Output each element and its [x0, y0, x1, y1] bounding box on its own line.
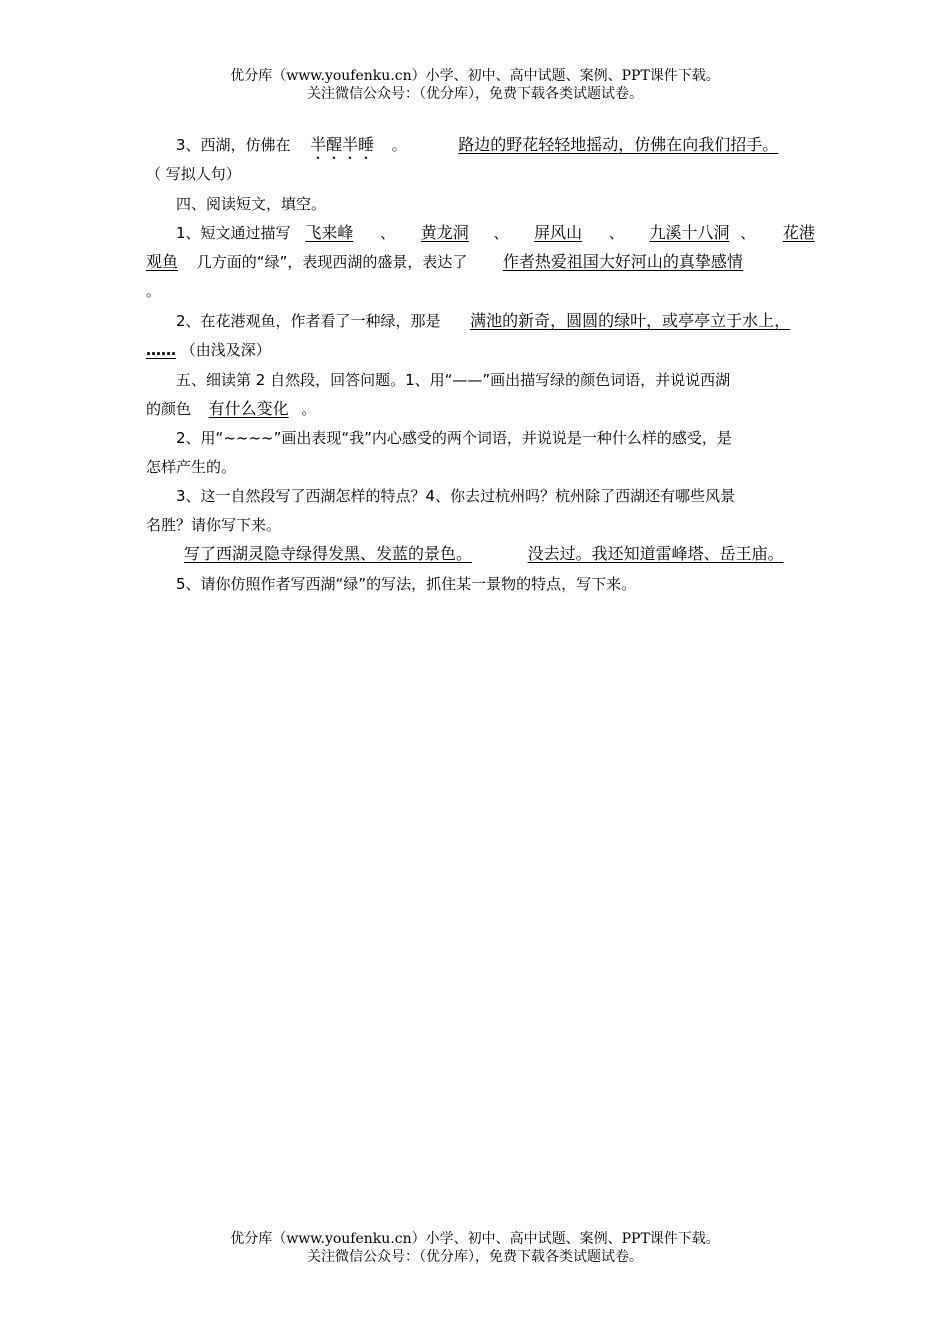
footer-line-1: 优分库（www.youfenku.cn）小学、初中、高中试题、案例、PPT课件下载。: [230, 1231, 720, 1247]
s4-q1-line2: [146, 252, 743, 272]
s4-q1-answer-5a: 花港: [782, 223, 815, 242]
s5-q2-line2: 怎样产生的。: [146, 458, 237, 476]
s5-q5: 5、请你仿照作者写西湖“绿”的写法，抓住某一景物的特点，写下来。: [176, 575, 637, 593]
q3-prefix: 3、西湖，仿佛在: [176, 136, 291, 154]
q3-line: [176, 135, 778, 163]
q3-note: （ 写拟人句）: [146, 165, 241, 183]
s4-q1-answer-6: 作者热爱祖国大好河山的真挚感情: [502, 252, 743, 271]
s4-q1-end: 。: [146, 282, 162, 300]
s4-q1-sep-3: 、: [608, 224, 624, 242]
s4-q1-answer-5b: 观鱼: [146, 252, 179, 271]
s4-q1-sep-4: 、: [740, 224, 756, 242]
s5-q3-line2: 名胜？请你写下来。: [146, 516, 282, 534]
s4-q2-line2: [146, 340, 271, 360]
page-footer: [0, 1230, 950, 1266]
s4-q1-sep-2: 、: [493, 224, 509, 242]
s4-q2-suffix: （由浅及深）: [180, 341, 271, 359]
s4-q1-answer-3: 屏风山: [534, 223, 583, 242]
s5-q1-answer: 有什么变化: [208, 399, 289, 418]
s4-q2-prefix: 2、在花港观鱼，作者看了一种绿，那是: [176, 312, 441, 330]
s4-q1-answer-1: 飞来峰: [305, 223, 354, 242]
s5-q3-line1: 3、这一自然段写了西湖怎样的特点？4、你去过杭州吗？杭州除了西湖还有哪些风景: [176, 487, 736, 505]
section5-line1: 五、细读第 2 自然段，回答问题。1、用“——”画出描写绿的颜色词语，并说说西湖: [176, 371, 731, 389]
s4-q1-answer-2: 黄龙洞: [420, 223, 469, 242]
s5-answers-line: [176, 544, 802, 564]
s4-q1-line1: [176, 223, 815, 243]
s4-q2-answer-2: ……: [146, 341, 176, 359]
page-header: [0, 67, 950, 103]
s5-q2-line1: 2、用“~~~~”画出表现“我”内心感受的两个词语，并说说是一种什么样的感受，是: [176, 429, 732, 447]
section4-title: 四、阅读短文，填空。: [176, 195, 327, 213]
section5-line2: [146, 399, 316, 419]
s4-q2-line1: [176, 311, 790, 331]
s4-q1-sep-1: 、: [380, 224, 396, 242]
s4-q1-answer-4: 九溪十八洞: [649, 223, 730, 242]
s5-q1-end: 。: [301, 400, 317, 418]
header-line-1: 优分库（www.youfenku.cn）小学、初中、高中试题、案例、PPT课件下载。: [230, 68, 720, 84]
header-line-2: 关注微信公众号：（优分库），免费下载各类试题试卷。: [307, 86, 643, 102]
q3-mid: 。: [391, 136, 407, 154]
footer-line-2: 关注微信公众号：（优分库），免费下载各类试题试卷。: [307, 1249, 643, 1265]
s5-q3-answer: 写了西湖灵隐寺绿得发黑、发蓝的景色。: [184, 544, 473, 563]
s4-q1-middle: 几方面的“绿”，表现西湖的盛景，表达了: [196, 253, 468, 271]
q3-blank-answer: 半醒半睡: [310, 135, 375, 154]
s5-q4-answer: 没去过。我还知道雷峰塔、岳王庙。: [527, 544, 784, 563]
s5-q1-prefix: 的颜色: [146, 400, 192, 418]
s4-q2-answer-1: 满池的新奇，圆圆的绿叶，或亭亭立于水上，: [470, 311, 791, 330]
q3-answer: 路边的野花轻轻地摇动，仿佛在向我们招手。: [458, 135, 779, 154]
s4-q1-prefix: 1、短文通过描写: [176, 224, 291, 242]
